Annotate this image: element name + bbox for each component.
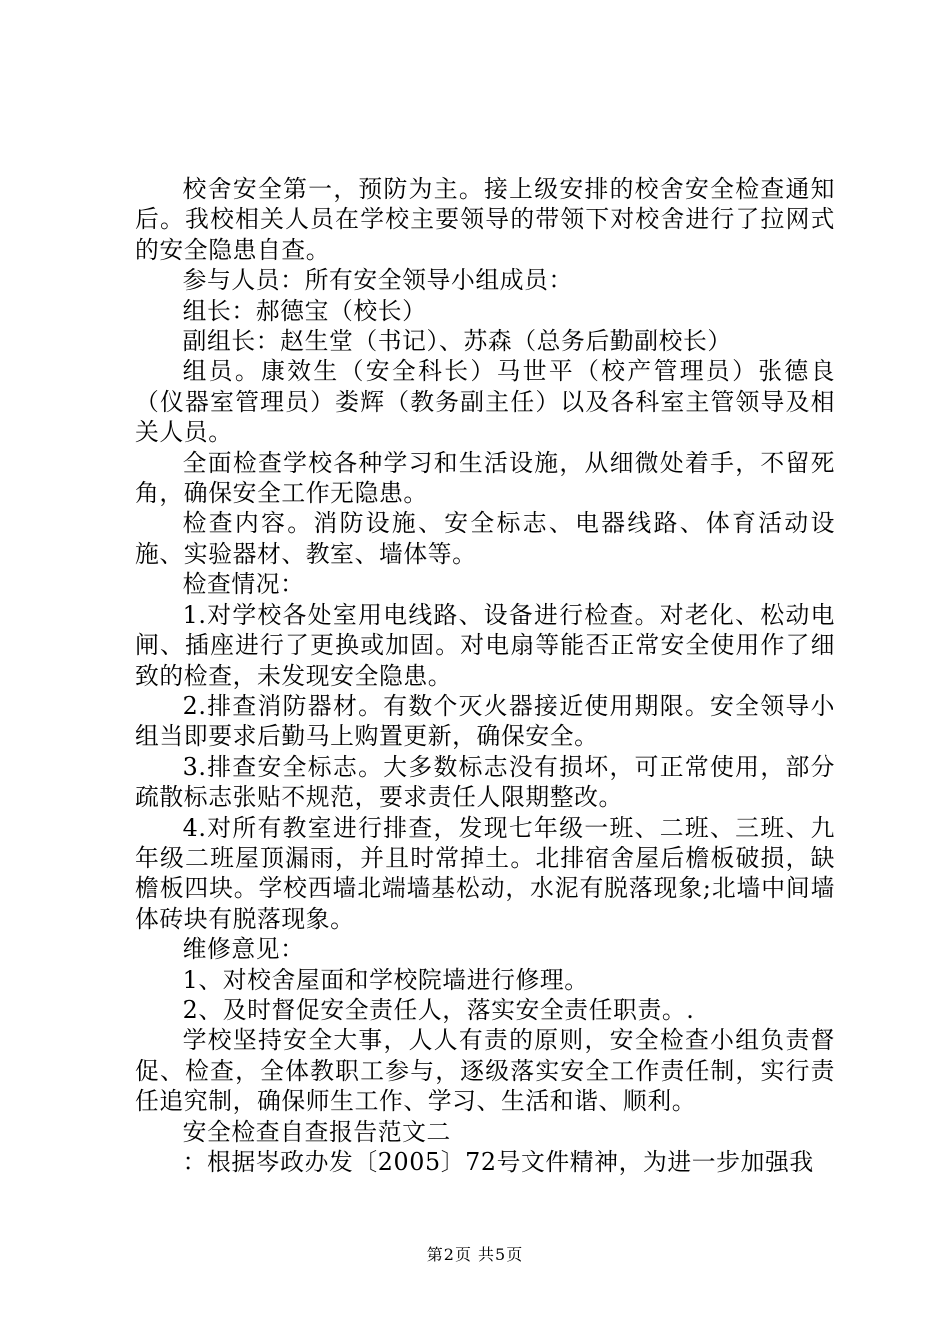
paragraph-item-2: 2.排查消防器材。有数个灭火器接近使用期限。安全领导小组当即要求后勤马上购置更新，确保安全。 [135, 691, 835, 751]
paragraph-item-3: 3.排查安全标志。大多数标志没有损坏，可正常使用，部分疏散标志张贴不规范，要求责任人限期整改。 [135, 752, 835, 812]
paragraph-inspection-content: 检查内容。消防设施、安全标志、电器线路、体育活动设施、实验器材、教室、墙体等。 [135, 509, 835, 568]
paragraph-scope: 全面检查学校各种学习和生活设施，从细微处着手，不留死角，确保安全工作无隐患。 [135, 448, 835, 508]
paragraph-sample-two-title: 安全检查自查报告范文二 [182, 1117, 451, 1146]
paragraph-conclusion: 学校坚持安全大事，人人有责的原则，安全检查小组负责督促、检查，全体教职工参与，逐级落实安全工作责任制，实行责任追究制，确保师生工作、学习、生活和谐、顺利。 [135, 1026, 835, 1116]
paragraph-repair-1: 1、对校舍屋面和学校院墙进行修理。 [182, 965, 589, 994]
paragraph-deputy-leader: 副组长：赵生堂（书记）、苏森（总务后勤副校长） [182, 327, 732, 356]
paragraph-inspection-status-heading: 检查情况： [182, 570, 305, 599]
paragraph-members: 组员。康效生（安全科长）马世平（校产管理员）张德良（仪器室管理员）娄辉（教务副主任）以及各科室主管领导及相关人员。 [135, 357, 835, 447]
paragraph-item-4: 4.对所有教室进行排查，发现七年级一班、二班、三班、九年级二班屋顶漏雨，并且时常掉土。北排宿舍屋后檐板破损，缺檐板四块。学校西墙北端墙基松动，水泥有脱落现象;北墙中间墙体砖块有脱落现象。 [135, 813, 835, 933]
paragraph-participants: 参与人员：所有安全领导小组成员： [182, 266, 573, 295]
paragraph-item-1: 1.对学校各处室用电线路、设备进行检查。对老化、松动电闸、插座进行了更换或加固。对电扇等能否正常安全使用作了细致的检查，未发现安全隐患。 [135, 600, 835, 690]
page-footer: 第2页 共5页 [426, 1245, 524, 1264]
paragraph-repair-2: 2、及时督促安全责任人，落实安全责任职责。. [182, 995, 695, 1024]
paragraph-sample-two-start: ：根据岑政办发〔2005〕72号文件精神，为进一步加强我 [182, 1148, 814, 1176]
paragraph-intro: 校舍安全第一，预防为主。接上级安排的校舍安全检查通知后。我校相关人员在学校主要领导的带领下对校舍进行了拉网式的安全隐患自查。 [135, 175, 835, 264]
paragraph-repair-heading: 维修意见： [182, 935, 305, 964]
paragraph-leader: 组长：郝德宝（校长） [182, 296, 427, 325]
document-body [135, 174, 835, 1177]
